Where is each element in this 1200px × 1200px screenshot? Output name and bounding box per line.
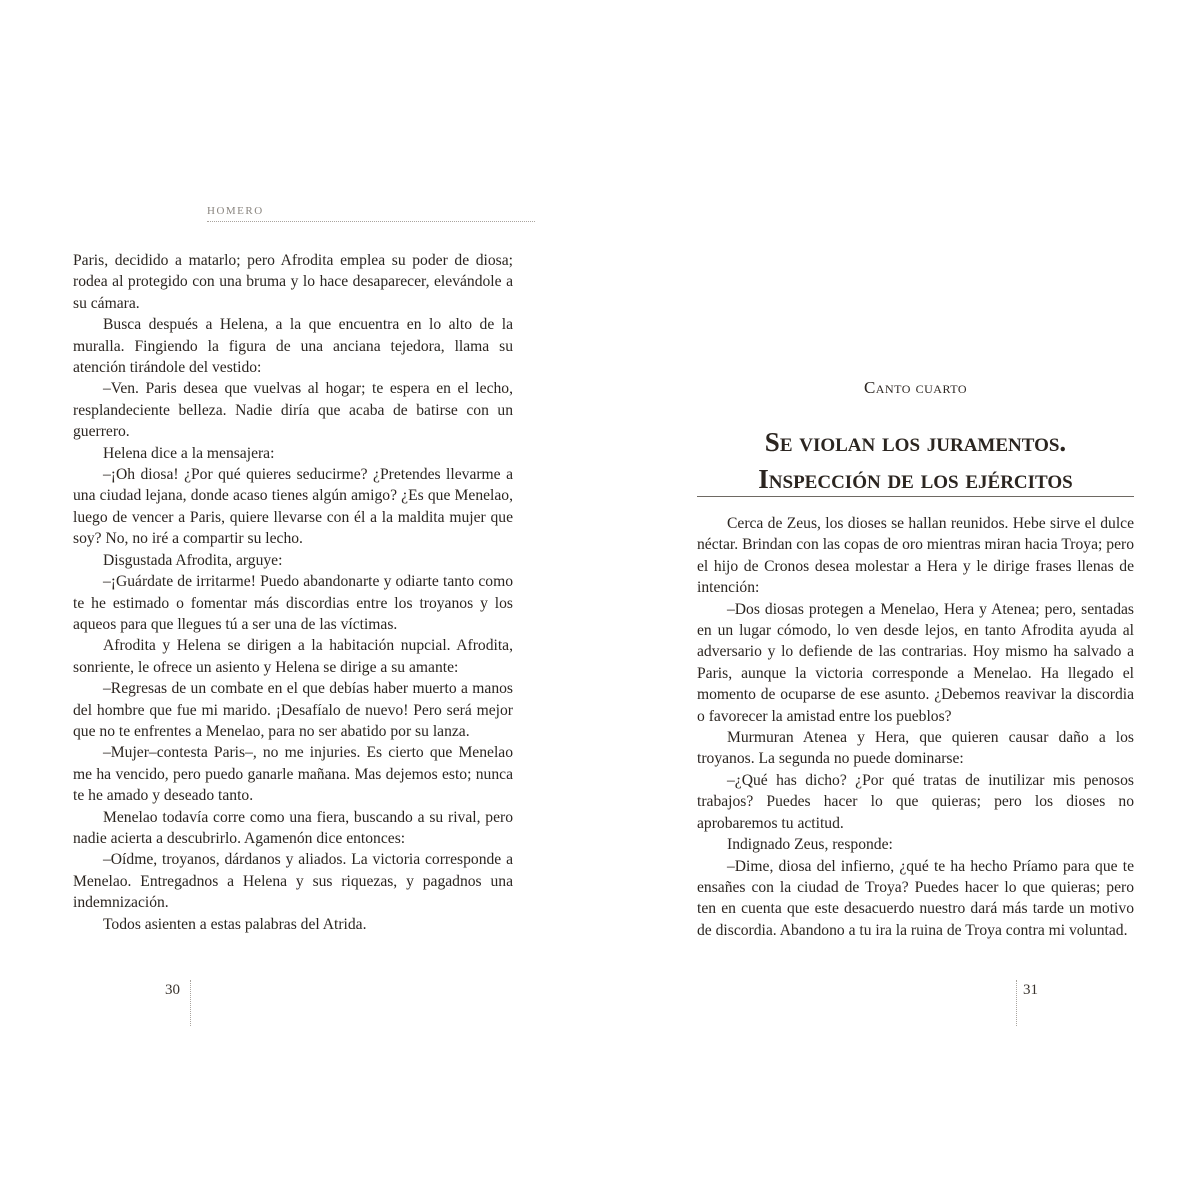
paragraph: Menelao todavía corre como una fiera, buscando a su rival, pero nadie acierta a descubrirlo. Agamenón dice entonces: (73, 808, 513, 847)
paragraph: –¡Guárdate de irritarme! Puedo abandonarte y odiarte tanto como te he estimado o fomentar más discordias entre los troyanos y los aqueos para que llegues tú a ser una de las víctimas. (73, 573, 513, 633)
left-page-body (73, 250, 513, 935)
paragraph: –¡Oh diosa! ¿Por qué quieres seducirme? ¿Pretendes llevarme a una ciudad lejana, donde acaso tienes algún amigo? ¿Es que Menelao, luego de vencer a Paris, quiere llevarse con él a la maldita mujer que soy? No, no iré a compartir su lecho. (73, 466, 513, 548)
folio-divider (190, 980, 191, 1026)
paragraph: Helena dice a la mensajera: (103, 444, 275, 462)
paragraph: –Mujer–contesta Paris–, no me injuries. Es cierto que Menelao me ha vencido, pero puedo ganarle mañana. Mas dejemos esto; nunca te he amado y deseado tanto. (73, 744, 513, 805)
paragraph: –Dos diosas protegen a Menelao, Hera y Atenea; pero, sentadas en un lugar cómodo, lo ven desde lejos, en tanto Afrodita ayuda al adversario y lo defiende de las contrarias. Hoy mismo ha salvado a Paris, aunque la victoria corresponde a Menelao. Ha llegado el momento de ocuparse de ese asunto. ¿Debemos reavivar la discordia o favorecer la amistad entre los pueblos? (697, 600, 1134, 725)
paragraph: –Dime, diosa del infierno, ¿qué te ha hecho Príamo para que te ensañes con la ciudad de Troya? Puedes hacer lo que quieras; pero ten en cuenta que este desacuerdo nuestro dará más tarde un motivo de discordia. Abandono a tu ira la ruina de Troya contra mi voluntad. (697, 857, 1134, 939)
paragraph: Busca después a Helena, a la que encuentra en lo alto de la muralla. Fingiendo la figura de una anciana tejedora, llama su atención tirándole del vestido: (73, 316, 513, 377)
folio-divider (1016, 980, 1017, 1026)
page-number: 31 (1023, 982, 1038, 998)
right-page-body (697, 513, 1134, 941)
paragraph: Paris, decidido a matarlo; pero Afrodita emplea su poder de diosa; rodea al protegido con una bruma y lo hace desaparecer, elevándole a su cámara. (73, 252, 513, 312)
paragraph: Indignado Zeus, responde: (727, 836, 893, 854)
paragraph: Cerca de Zeus, los dioses se hallan reunidos. Hebe sirve el dulce néctar. Brindan con las copas de oro mientras miran hacia Troya; pero el hijo de Cronos desea molestar a Hera y le dirige frases llenas de intención: (697, 515, 1134, 597)
title-rule (697, 496, 1134, 497)
chapter-title (697, 424, 1134, 498)
chapter-label: Canto cuarto (863, 378, 968, 397)
chapter-title-line: Inspección de los ejércitos (758, 464, 1073, 494)
paragraph: Disgustada Afrodita, arguye: (103, 551, 283, 569)
paragraph: Afrodita y Helena se dirigen a la habitación nupcial. Afrodita, sonriente, le ofrece un asiento y Helena se dirige a su amante: (73, 637, 513, 676)
chapter-title-line: Se violan los juramentos. (764, 427, 1067, 457)
paragraph: Todos asienten a estas palabras del Atrida. (103, 915, 367, 933)
page-number: 30 (165, 982, 180, 998)
paragraph: –¿Qué has dicho? ¿Por qué tratas de inutilizar mis penosos trabajos? Puedes hacer lo que quieras; pero los dioses no aprobaremos tu actitud. (697, 771, 1134, 832)
paragraph: –Regresas de un combate en el que debías haber muerto a manos del hombre que fue mi marido. ¡Desafíalo de nuevo! Pero será mejor que no te enfrentes a Menelao, para no ser abatido por su lanza. (73, 680, 513, 740)
running-head: HOMERO (207, 205, 535, 222)
paragraph: –Oídme, troyanos, dárdanos y aliados. La victoria corresponde a Menelao. Entregadnos a Helena y sus riquezas, y pagadnos una indemnización. (73, 851, 513, 912)
paragraph: Murmuran Atenea y Hera, que quieren causar daño a los troyanos. La segunda no puede dominarse: (697, 729, 1134, 768)
paragraph: –Ven. Paris desea que vuelvas al hogar; te espera en el lecho, resplandeciente belleza. Nadie diría que acaba de batirse con un guerrero. (73, 380, 513, 441)
right-page (600, 0, 1200, 1200)
